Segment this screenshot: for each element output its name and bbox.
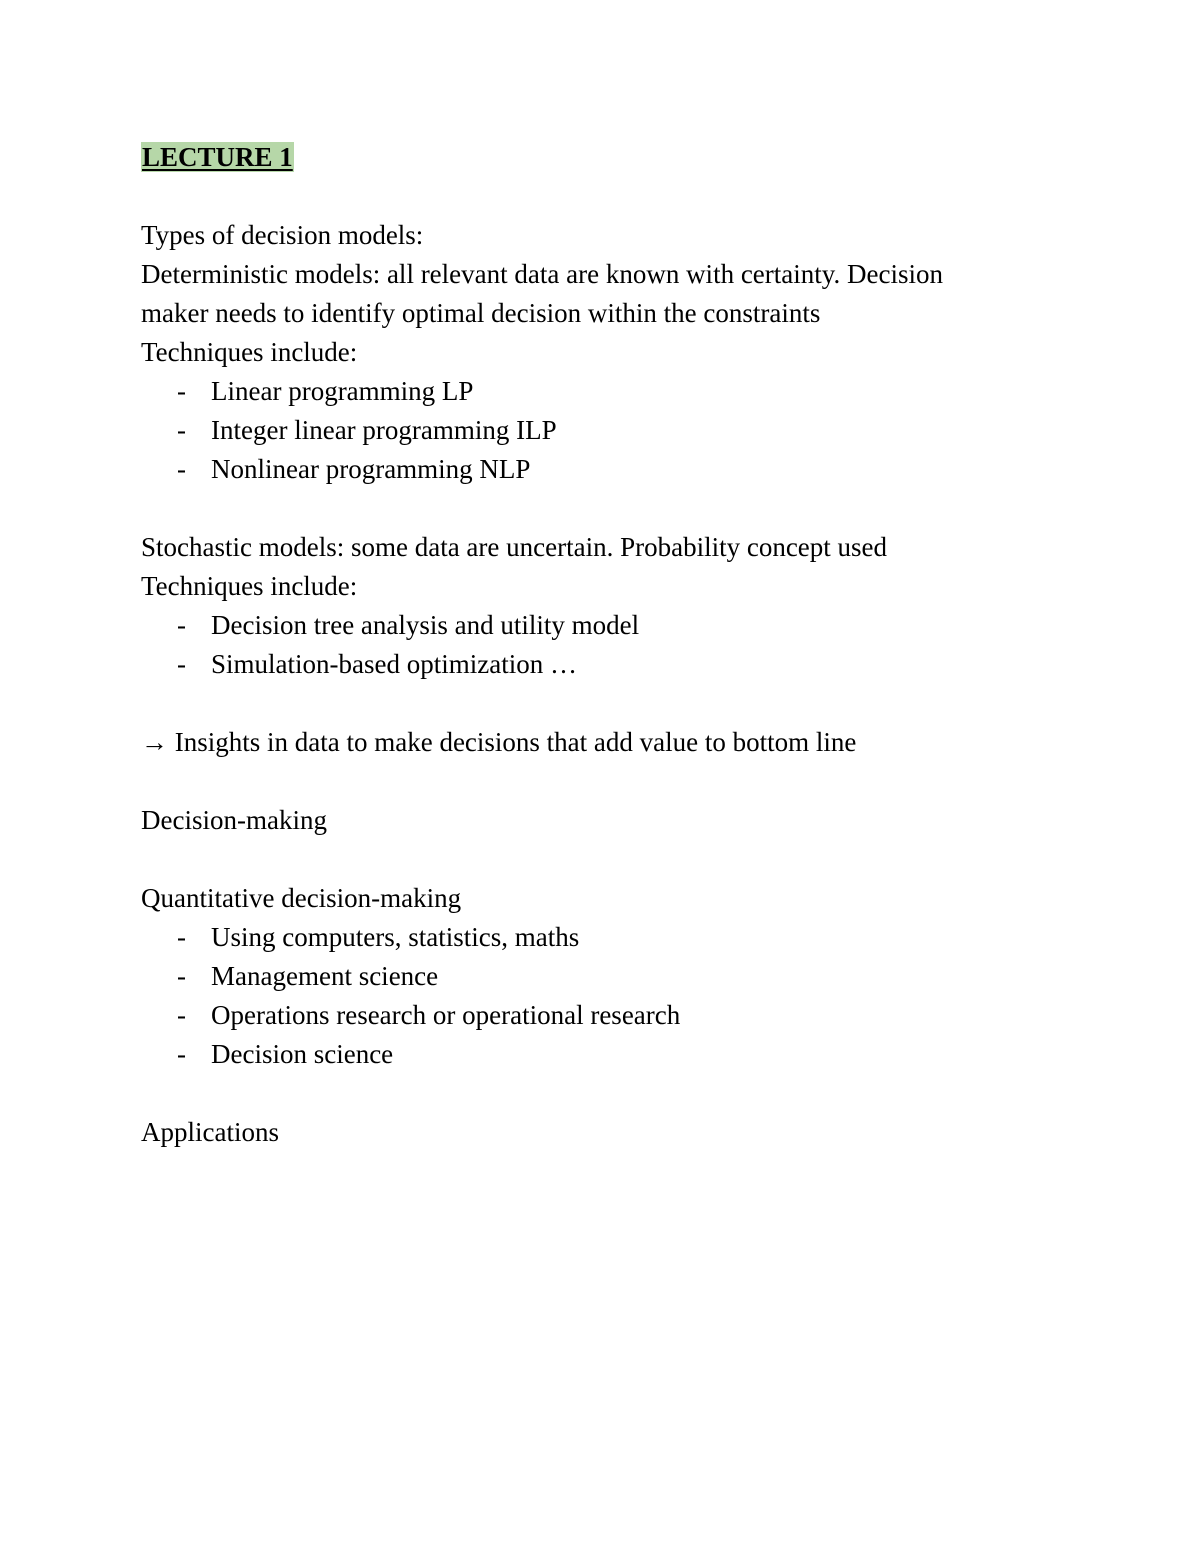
bullet-dash: - [177,610,186,640]
spacer [141,684,1061,723]
list-item [141,645,1061,684]
list-item [141,918,1061,957]
list-item [141,1035,1061,1074]
list-item [141,411,1061,450]
spacer [141,840,1061,879]
heading-line [141,138,1061,177]
spacer [141,1074,1061,1113]
list-item [141,372,1061,411]
list-item-text: Linear programming LP [211,376,474,406]
list-item [141,996,1061,1035]
list-item [141,957,1061,996]
deterministic-definition-line-2: maker needs to identify optimal decision within the constraints [141,298,821,328]
techniques-label: Techniques include: [141,337,358,367]
spacer [141,177,1061,216]
list-item-text: Using computers, statistics, maths [211,922,580,952]
list-item-text: Operations research or operational research [211,1000,681,1030]
applications-heading: Applications [141,1117,279,1147]
list-item [141,450,1061,489]
techniques-label: Techniques include: [141,571,358,601]
list-item-text: Integer linear programming ILP [211,415,557,445]
list-item [141,606,1061,645]
quantitative-heading: Quantitative decision-making [141,883,462,913]
bullet-dash: - [177,922,186,952]
spacer [141,762,1061,801]
list-item-text: Management science [211,961,439,991]
list-item-text: Decision tree analysis and utility model [211,610,640,640]
bullet-dash: - [177,961,186,991]
bullet-dash: - [177,454,186,484]
types-intro: Types of decision models: [141,220,424,250]
document-body [141,138,1061,1152]
bullet-dash: - [177,649,186,679]
bullet-dash: - [177,376,186,406]
bullet-dash: - [177,1039,186,1069]
bullet-dash: - [177,1000,186,1030]
insight-line: → Insights in data to make decisions that add value to bottom line [141,727,857,757]
bullet-dash: - [177,415,186,445]
list-item-text: Decision science [211,1039,394,1069]
deterministic-definition-line-1: Deterministic models: all relevant data are known with certainty. Decision [141,259,943,289]
decision-making-heading: Decision-making [141,805,327,835]
stochastic-definition: Stochastic models: some data are uncertain. Probability concept used [141,532,888,562]
lecture-heading: LECTURE 1 [142,142,293,172]
spacer [141,489,1061,528]
list-item-text: Nonlinear programming NLP [211,454,531,484]
list-item-text: Simulation-based optimization … [211,649,577,679]
